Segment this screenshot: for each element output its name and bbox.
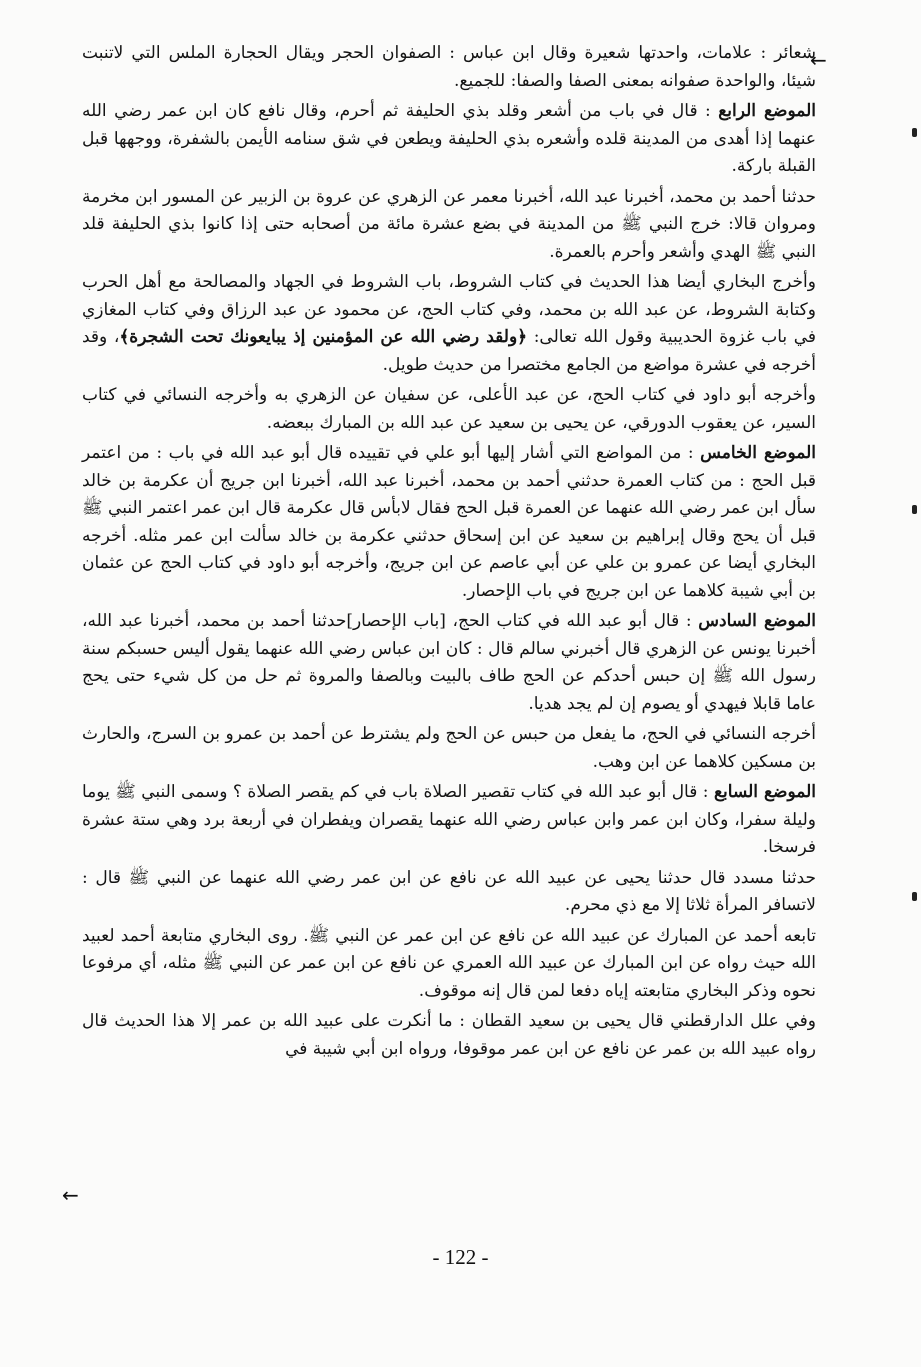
paragraph-text: حدثنا مسدد قال حدثنا يحيى عن عبيد الله عن نافع عن ابن عمر رضي الله عنهما عن النبي ﷺ قال : لاتسافر المرأة ثلاثا إلا مع ذي محرم.: [82, 867, 816, 915]
paragraph-text: وفي علل الدارقطني قال يحيى بن سعيد القطان : ما أنكرت على عبيد الله بن عمر إلا هذا الحديث قال رواه عبيد الله بن عمر عن نافع عن ابن عمر موقوفا، ورواه ابن أبي شيبة في: [82, 1011, 816, 1059]
paragraph-text: وأخرجه أبو داود في كتاب الحج، عن عبد الأعلى، عن سفيان عن الزهري به وأخرجه النسائي في كتاب السير، عن يعقوب الدورقي، عن يحيى بن سعيد عن عبد الله بن المبارك ببعضه.: [82, 385, 816, 433]
page-number: - 122 -: [432, 1245, 489, 1269]
section-heading: الموضع السادس: [698, 611, 816, 631]
margin-mark: [912, 505, 917, 514]
paragraph: [82, 98, 816, 181]
margin-mark: [912, 128, 917, 137]
paragraph: [82, 923, 816, 1006]
paragraph-text: : قال أبو عبد الله في كتاب الحج، [باب الإحصار]حدثنا أحمد بن محمد، أخبرنا عبد الله، أخبرنا يونس عن الزهري قال أخبرني سالم قال : كان ابن عباس رضي الله عنهما يقول أليس حسبكم سنة رسول الله ﷺ إن حبس أحدكم عن الحج طاف بالبيت وبالصفا والمروة ثم حل من كل شيء حتى يحج عاما قابلا فيهدي أو يصوم إن لم يجد هديا.: [82, 611, 816, 714]
paragraph-text: ، وقد أخرجه في عشرة مواضع من الجامع مختصرا من حديث طويل.: [82, 327, 816, 375]
page-text: [82, 40, 816, 1066]
paragraph: [82, 440, 816, 605]
paragraph-text: حدثنا أحمد بن محمد، أخبرنا عبد الله، أخبرنا معمر عن الزهري عن عروة بن الزبير عن المسور ابن مخرمة ومروان قالا: خرج النبي ﷺ من المدينة في بضع عشرة مائة من أصحابه حتى إذا كانوا بذي الحليفة قلد النبي ﷺ الهدي وأشعر وأحرم بالعمرة.: [82, 186, 816, 262]
paragraph-text: : من المواضع التي أشار إليها أبو علي في تقييده قال أبو عبد الله في باب : من اعتمر قبل الحج : من كتاب العمرة حدثني أحمد بن محمد، أخبرنا عبد الله، أخبرنا ابن جريج أن عكرمة بن خالد سأل ابن عمر رضي الله عنهما عن العمرة قبل الحج فقال لابأس قال عكرمة قال ابن عمر اعتمر النبي ﷺ قبل أن يحج وقال إبراهيم بن سعيد عن ابن إسحاق حدثني عكرمة بن خالد سألت ابن عمر مثله. أخرجه البخاري أيضا عن عمرو بن علي عن أبي عاصم عن ابن جريج، وأخرجه أبو داود في كتاب الحج عن عثمان بن أبي شيبة كلاهما عن ابن جريج في باب الإحصار.: [82, 443, 816, 601]
continuation-arrow-top: ←: [810, 48, 827, 72]
paragraph: [82, 40, 816, 95]
paragraph: [82, 721, 816, 776]
paragraph: [82, 608, 816, 718]
section-heading: الموضع السابع: [714, 782, 816, 802]
paragraph: [82, 865, 816, 920]
paragraph-text: : قال في باب من أشعر وقلد بذي الحليفة ثم أحرم، وقال نافع كان ابن عمر رضي الله عنهما إذا أهدى من المدينة قلده وأشعره بذي الحليفة ويطعن في شق سنامه الأيمن بالشفرة، ووجهها قبل القبلة باركة.: [82, 101, 816, 176]
paragraph-text: شعائر : علامات، واحدتها شعيرة وقال ابن عباس : الصفوان الحجر ويقال الحجارة الملس التي لاتنبت شيئا، والواحدة صفوانه بمعنى الصفا والصفا: للجميع.: [82, 43, 816, 91]
paragraph: [82, 269, 816, 379]
paragraph-text: : قال أبو عبد الله في كتاب تقصير الصلاة باب في كم يقصر الصلاة ؟ وسمى النبي ﷺ يوما وليلة سفرا، وكان ابن عمر وابن عباس رضي الله عنهما يقصران ويفطران في أربعة برد وهي ستة عشرة فرسخا.: [82, 782, 816, 857]
continuation-arrow-bottom: ←: [62, 1183, 79, 1207]
paragraph-text: أخرجه النسائي في الحج، ما يفعل من حبس عن الحج ولم يشترط عن أحمد بن عمرو بن السرج، والحارث بن مسكين كلاهما عن ابن وهب.: [82, 724, 816, 772]
paragraph: [82, 1008, 816, 1063]
section-heading: الموضع الرابع: [718, 101, 816, 121]
quran-quote: ﴿ولقد رضي الله عن المؤمنين إذ يبايعونك تحت الشجرة﴾: [119, 327, 528, 347]
paragraph: [82, 184, 816, 267]
paragraph: [82, 382, 816, 437]
paragraph-text: تابعه أحمد عن المبارك عن عبيد الله عن نافع عن ابن عمر عن النبي ﷺ. روى البخاري متابعة أحمد لعبيد الله حيث رواه عن ابن المبارك عن عبيد الله العمري عن نافع عن ابن عمر عن النبي ﷺ مثله، أي مرفوعا نحوه وذكر البخاري متابعته إياه دفعا لمن قال إنه موقوف.: [82, 925, 816, 1001]
paragraph-text: وأخرج البخاري أيضا هذا الحديث في كتاب الشروط، باب الشروط في الجهاد والمصالحة مع أهل الحرب وكتابة الشروط، عن عبد الله بن محمد، وفي كتاب الحج، عن محمود عن عبد الرزاق وفي كتاب المغازي في باب غزوة الحديبية وقول الله تعالى:: [82, 272, 816, 347]
section-heading: الموضع الخامس: [700, 443, 817, 463]
paragraph: [82, 779, 816, 862]
margin-mark: [912, 892, 917, 901]
